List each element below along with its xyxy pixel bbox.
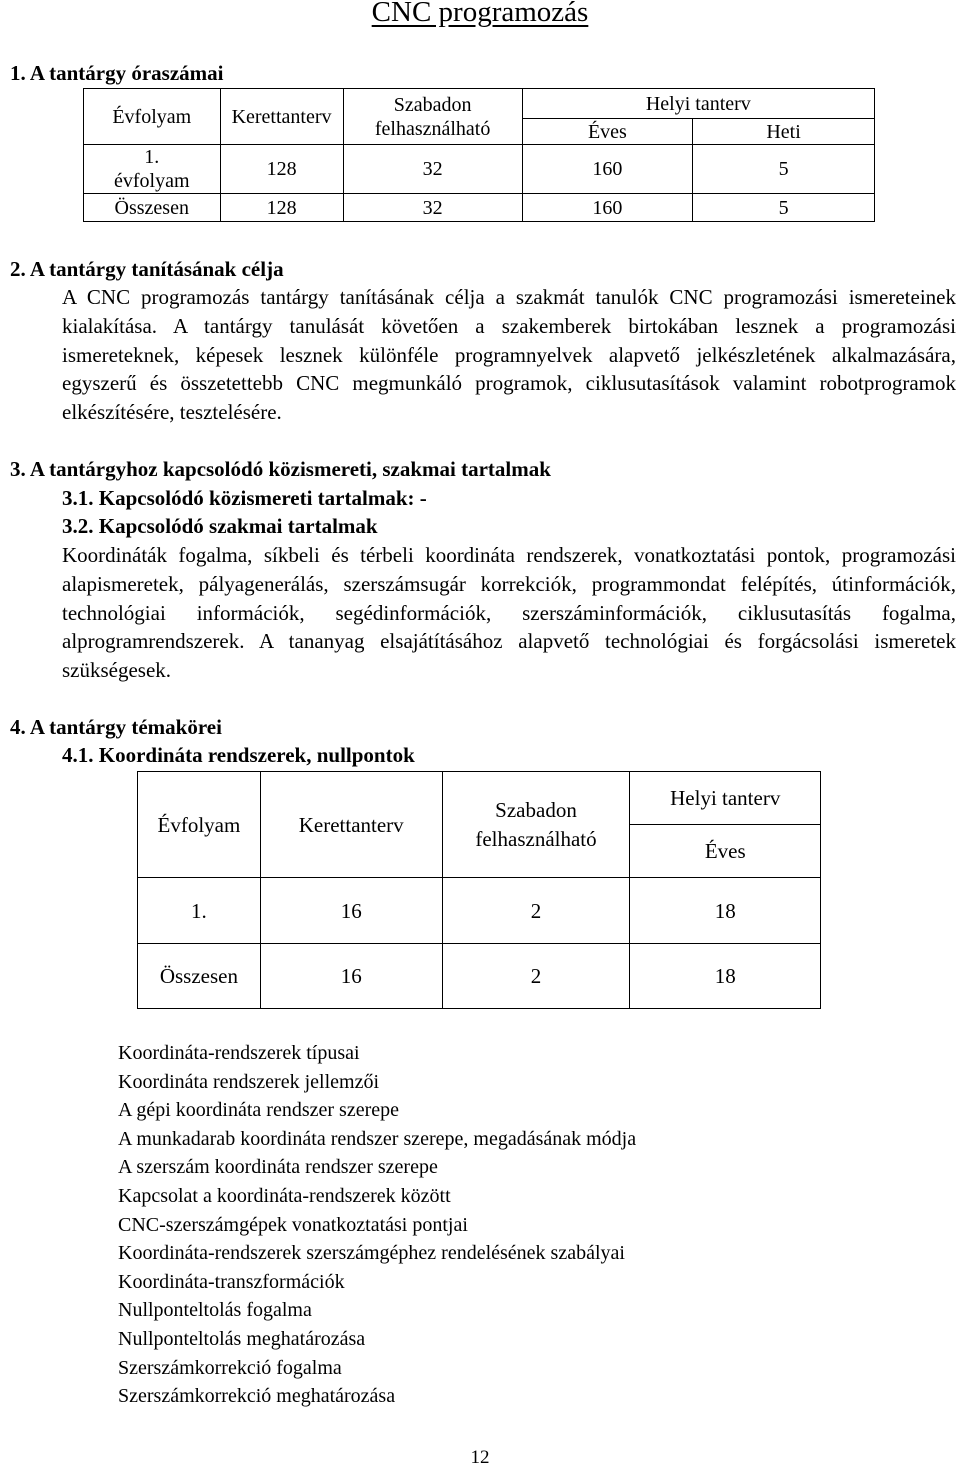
list-item: Nullponteltolás fogalma	[118, 1299, 312, 1322]
section-2-heading: 2. A tantárgy tanításának célja	[10, 257, 284, 281]
list-item: CNC-szerszámgépek vonatkoztatási pontjai	[118, 1213, 468, 1236]
page-title: CNC programozás	[371, 0, 589, 28]
section-3-1-heading: 3.1. Kapcsolódó közismereti tartalmak: -	[62, 486, 427, 510]
table-row	[84, 194, 875, 222]
col-header-kerettanterv: Kerettanterv	[220, 89, 343, 145]
list-item: A szerszám koordináta rendszer szerepe	[118, 1156, 438, 1179]
col-header-helyi: Helyi tanterv	[630, 772, 821, 825]
cell-eves: 18	[630, 944, 821, 1009]
list-item: A gépi koordináta rendszer szerepe	[118, 1099, 399, 1122]
cell-kerettanterv: 128	[220, 194, 343, 222]
cell-kerettanterv: 128	[220, 145, 343, 194]
col-header-szabadon: Szabadon felhasználható	[442, 772, 630, 878]
section-3-heading: 3. A tantárgyhoz kapcsolódó közismereti, szakmai tartalmak	[10, 457, 551, 481]
table-row	[138, 878, 821, 944]
cell-kerettanterv: 16	[260, 878, 442, 944]
col-header-heti: Heti	[693, 119, 875, 145]
list-item: Nullponteltolás meghatározása	[118, 1327, 366, 1350]
table-row	[138, 944, 821, 1009]
cell-szabadon: 2	[442, 944, 630, 1009]
section-3-text: Koordináták fogalma, síkbeli és térbeli koordináta rendszerek, vonatkoztatási pontok, programozási alapismeretek, pályagenerálás, szerszámsugár korrekciók, programmondat felépítés, útinformációk, technológiai információk, segédinformációk, szerszáminformációk, ciklusutasítás fogalma, alprogramrendszerek. A tananyag elsajátításához alapvető technológiai és forgácsolási ismeretek szükségesek.	[62, 543, 956, 683]
cell-szabadon: 2	[442, 878, 630, 944]
list-item: Koordináta-transzformációk	[118, 1270, 345, 1293]
section-2-text: A CNC programozás tantárgy tanításának célja a szakmát tanulók CNC programozási ismereteinek kialakítása. A tantárgy tanulását követően a szakemberek birtokában lesznek a programozási ismereteknek, képesek lesznek különféle programnyelvek alapvető jelkészletének alkalmazására, egyszerű és összetettebb CNC megmunkáló programok, ciklusutasítások valamint robotprogramok elkészítésére, tesztelésére.	[62, 285, 956, 425]
cell-evfolyam: Összesen	[138, 944, 261, 1009]
cell-szabadon: 32	[343, 145, 522, 194]
topic-hours-table	[137, 771, 821, 1009]
cell-eves: 160	[522, 194, 693, 222]
cell-eves: 160	[522, 145, 693, 194]
list-item: Koordináta-rendszerek típusai	[118, 1042, 360, 1064]
cell-eves: 18	[630, 878, 821, 944]
cell-kerettanterv: 16	[260, 944, 442, 1009]
col-header-evfolyam: Évfolyam	[84, 89, 221, 145]
hours-table	[83, 88, 875, 222]
page-number: 12	[470, 1447, 490, 1468]
col-header-evfolyam: Évfolyam	[138, 772, 261, 878]
cell-szabadon: 32	[343, 194, 522, 222]
cell-evfolyam: 1. évfolyam	[84, 145, 221, 194]
section-4-1-heading: 4.1. Koordináta rendszerek, nullpontok	[62, 743, 415, 767]
list-item: Kapcsolat a koordináta-rendszerek között	[118, 1184, 451, 1207]
col-header-kerettanterv: Kerettanterv	[260, 772, 442, 878]
table-row	[84, 145, 875, 194]
list-item: Szerszámkorrekció fogalma	[118, 1356, 342, 1379]
list-item: Koordináta-rendszerek szerszámgéphez rendelésének szabályai	[118, 1242, 625, 1265]
col-header-eves: Éves	[522, 119, 693, 145]
cell-evfolyam: 1.	[138, 878, 261, 944]
topic-list	[118, 1039, 636, 1411]
cell-heti: 5	[693, 145, 875, 194]
section-3-2-heading: 3.2. Kapcsolódó szakmai tartalmak	[62, 514, 378, 538]
cell-evfolyam: Összesen	[84, 194, 221, 222]
col-header-szabadon: Szabadon felhasználható	[343, 89, 522, 145]
list-item: Szerszámkorrekció meghatározása	[118, 1385, 396, 1408]
list-item: Koordináta rendszerek jellemzői	[118, 1070, 379, 1093]
section-4-heading: 4. A tantárgy témakörei	[10, 715, 222, 739]
list-item: A munkadarab koordináta rendszer szerepe, megadásának módja	[118, 1127, 637, 1150]
section-1-heading: 1. A tantárgy óraszámai	[10, 61, 224, 85]
col-header-helyi: Helyi tanterv	[522, 89, 874, 119]
cell-heti: 5	[693, 194, 875, 222]
col-header-eves: Éves	[630, 825, 821, 878]
